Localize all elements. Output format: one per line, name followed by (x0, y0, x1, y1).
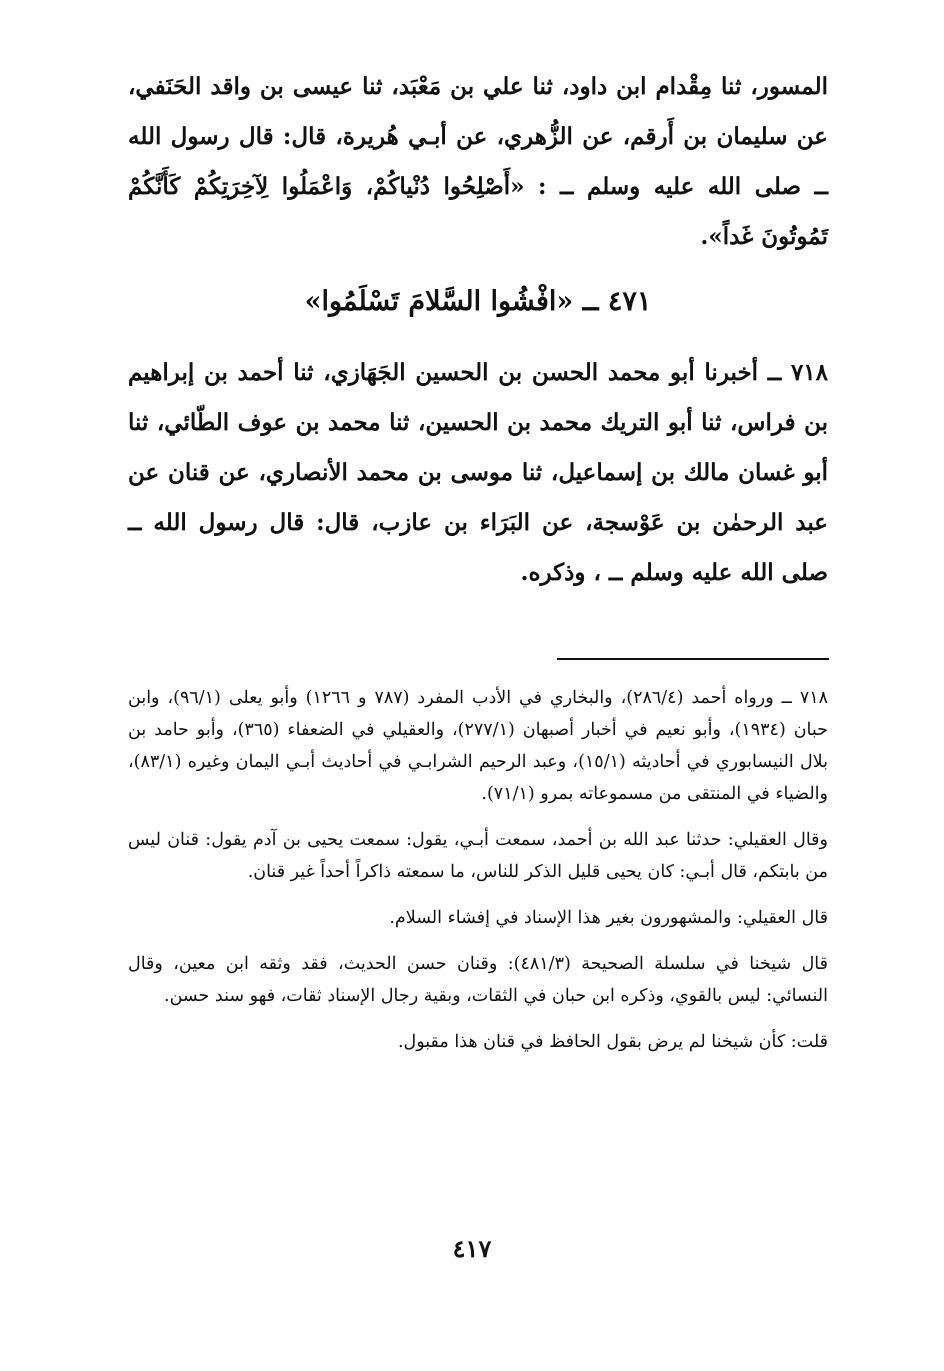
footnote-author-remark: قلت: كأن شيخنا لم يرض بقول الحافظ في قنان هذا مقبول. (397, 1032, 828, 1052)
main-text (128, 62, 828, 598)
footnotes (128, 682, 828, 1072)
paragraph-hadith-470-continuation: المسور، ثنا مِقْدام ابن داود، ثنا علي بن مَعْبَد، ثنا عيسى بن واقد الحَنَفي، عن سليمان بن أَرقم، عن الزُّهري، عن أبـي هُريرة، قال: قال رسول الله ــ صلى الله عليه وسلم ــ : «أَصْلِحُوا دُنْياكُمْ، وَاعْمَلُوا لِآخِرَتِكُمْ كَأَنَّكُمْ تَمُوتُونَ غَداً». (128, 73, 828, 250)
paragraph-hadith-718: ٧١٨ ــ أخبرنا أبو محمد الحسن بن الحسين الجَهَازي، ثنا أحمد بن إبراهيم بن فراس، ثنا أبو التريك محمد بن الحسين، ثنا محمد بن عوف الطّائي، ثنا أبو غسان مالك بن إسماعيل، ثنا موسى بن محمد الأنصاري، عن قنان عن عبد الرحمٰن بن عَوْسجة، عن البَرَاء بن عازب، قال: قال رسول الله ــ صلى الله عليه وسلم ــ ، وذكره. (128, 359, 828, 586)
footnote-divider (557, 658, 829, 660)
footnote-uqayli-quote: وقال العقيلي: حدثنا عبد الله بن أحمد، سمعت أبـي، يقول: سمعت يحيى بن آدم يقول: قنان ليس من بابتكم، قال أبـي: كان يحيى قليل الذكر للناس، ما سمعته ذاكراً أحداً غير قنان. (128, 830, 828, 882)
hadith-heading-471: ٤٧١ ــ «افْشُوا السَّلامَ تَسْلَمُوا» (304, 286, 652, 317)
page-number: ٤١٧ (452, 1234, 492, 1263)
footnote-takhrij: ٧١٨ ــ ورواه أحمد (٢٨٦/٤)، والبخاري في الأدب المفرد (٧٨٧ و ١٢٦٦) وأبو يعلى (٩٦/١)، وابن حبان (١٩٣٤)، وأبو نعيم في أخبار أصبهان (٢٧٧/١)، والعقيلي في الضعفاء (٣٦٥)، وأبو حامد بن بلال النيسابوري في أحاديثه (١٥/١)، وعبد الرحيم الشرابـي في أحاديث أبـي اليمان وغيره (٨٣/١)، والضياء في المنتقى من مسموعاته بمرو (٧١/١). (128, 688, 829, 804)
footnote-silsila: قال شيخنا في سلسلة الصحيحة (٤٨١/٣): وقنان حسن الحديث، فقد وثقه ابن معين، وقال النسائي: ليس بالقوي، وذكره ابن حبان في الثقات، وبقية رجال الإسناد ثقات، فهو سند حسن. (128, 954, 828, 1006)
footnote-uqayli-comment: قال العقيلي: والمشهورون بغير هذا الإسناد في إفشاء السلام. (389, 908, 828, 928)
